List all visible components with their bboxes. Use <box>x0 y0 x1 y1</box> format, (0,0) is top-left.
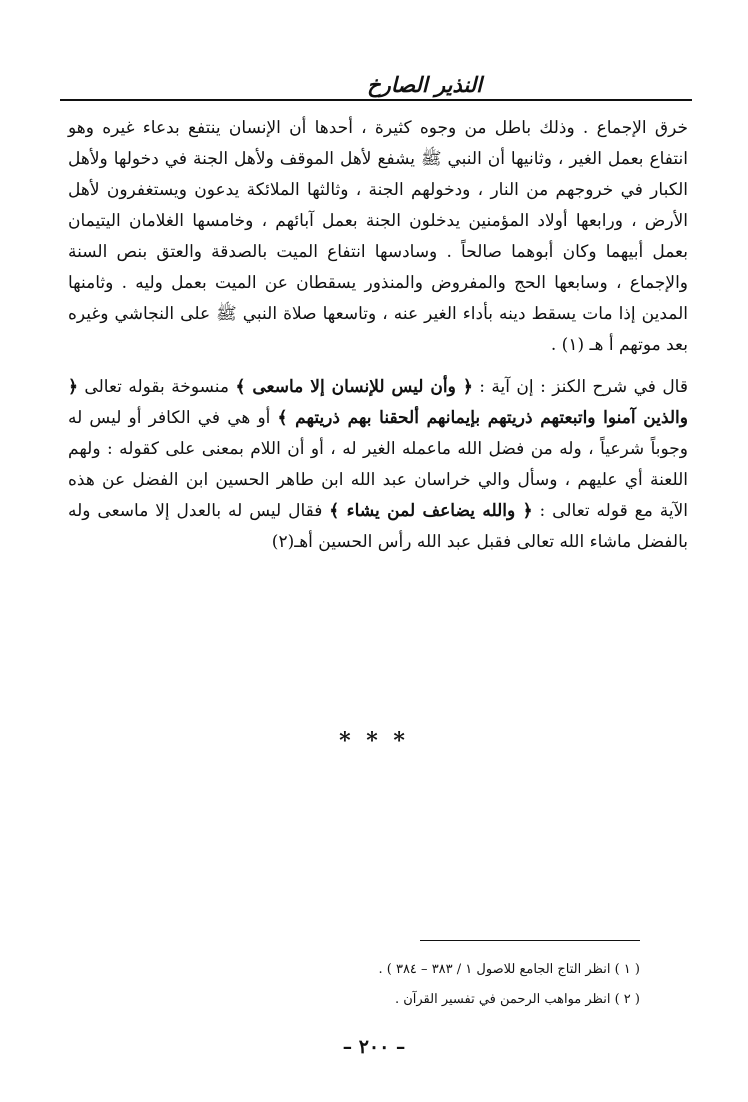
running-header <box>60 72 692 106</box>
para2-text-1: قال في شرح الكنز : إن آية : <box>472 377 688 397</box>
footnote-2: ( ٢ ) انظر مواهب الرحمن في تفسير القرآن . <box>394 992 640 1007</box>
quran-verse-3: ﴿ والله يضاعف لمن يشاء ﴾ <box>329 501 533 521</box>
page-number: – ٢٠٠ – <box>342 1036 406 1058</box>
quran-verse-1: ﴿ وأن ليس للإنسان إلا ماسعى ﴾ <box>235 377 473 397</box>
para2-text-4: فقال ليس له بالعدل إلا ماسعى وله بالفضل ماشاء الله تعالى فقبل عبد الله رأس الحسين أهـ(٢) <box>68 501 688 552</box>
para2-text-3: أو هي في الكافر أو ليس له وجوباً شرعياً ، وله من فضل الله ماعمله الغير له ، أو أن اللام بمعنى على كقوله : ولهم اللعنة أي عليهم ، وسأل والي خراسان عبد الله ابن طاهر الحسين ابن الفضل عن هذه الآية مع قوله تعالى : <box>68 408 688 521</box>
paragraph-1: خرق الإجماع . وذلك باطل من وجوه كثيرة ، أحدها أن الإنسان ينتفع بدعاء غيره وهو انتفاع بعمل الغير ، وثانيها أن النبي ﷺ يشفع لأهل الموقف ولأهل الجنة في دخولها ولأهل الكبار في خروجهم من النار ، ودخولهم الجنة ، وثالثها الملائكة يدعون ويستغفرون لأهل الأرض ، ورابعها أولاد المؤمنين يدخلون الجنة بعمل آبائهم ، وخامسها الغلامان اليتيمان بعمل أبيهما وكان أبوهما صالحاً . وسادسها انتفاع الميت بالصدقة والعتق بنص السنة والإجماع ، وسابعها الحج والمفروض والمنذور يسقطان عن الميت بعمل وليه . وثامنها المدين إذا مات يسقط دينه بأداء الغير عنه ، وتاسعها صلاة النبي ﷺ على النجاشي وغيره بعد موتهم أ هـ (١) . <box>68 118 688 355</box>
section-separator: * * * <box>339 728 409 754</box>
footnotes <box>80 955 640 1015</box>
main-text <box>68 113 688 558</box>
paragraph-2 <box>68 372 688 558</box>
para2-text-2: منسوخة بقوله تعالى <box>77 377 236 397</box>
header-rule <box>60 99 692 101</box>
quran-verse-2: ﴿ والذين آمنوا واتبعتهم ذريتهم بإيمانهم ألحقنا بهم ذريتهم ﴾ <box>68 377 688 428</box>
footnote-rule <box>420 940 640 941</box>
footnote-1: ( ١ ) انظر التاج الجامع للاصول ١ / ٣٨٣ – ٣٨٤ ) . <box>378 962 640 977</box>
header-title: النذير الصارخ <box>367 72 482 97</box>
